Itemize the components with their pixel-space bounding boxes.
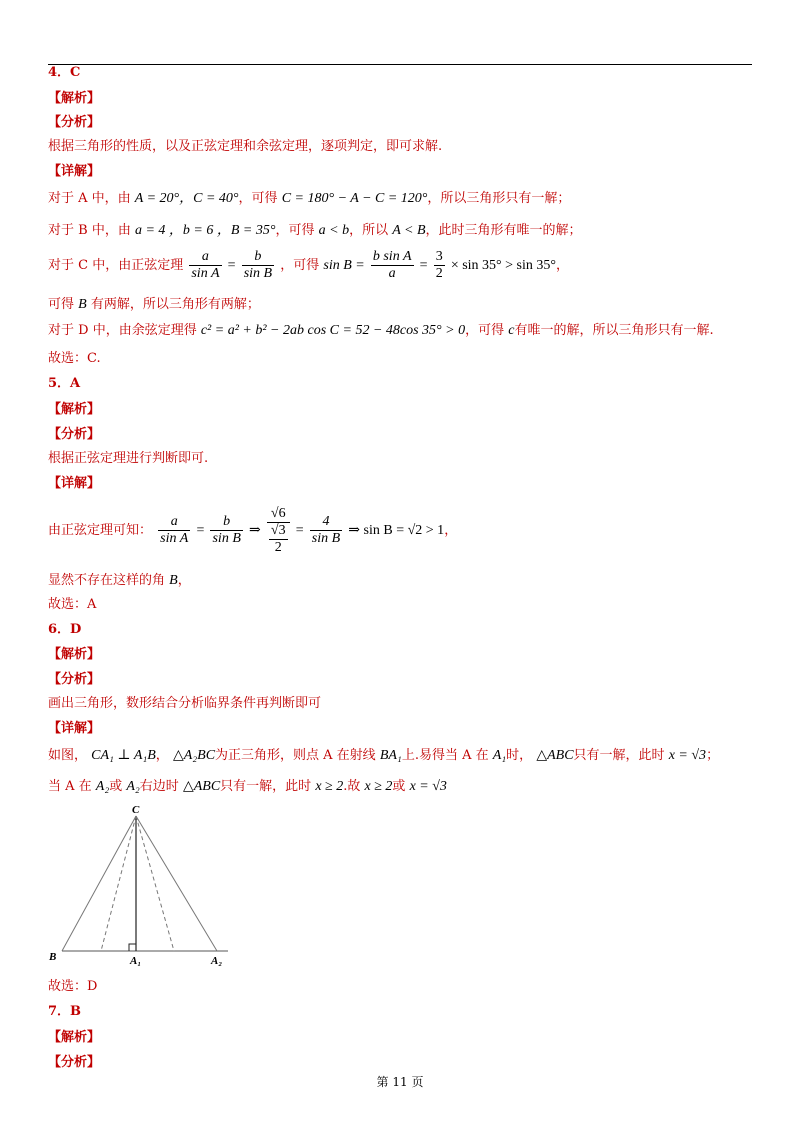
math: A = 20°，C = 40° bbox=[134, 191, 239, 206]
q6-analysis: 画出三角形，数形结合分析临界条件再判断即可 bbox=[48, 696, 322, 711]
fraction bbox=[434, 249, 445, 282]
math: sin B = bbox=[323, 258, 365, 273]
numerator: b sin A bbox=[372, 249, 412, 264]
math: c bbox=[508, 323, 515, 338]
math: A₁ bbox=[492, 748, 507, 763]
side-cb bbox=[62, 816, 136, 951]
math: C = 180° − A − C = 120° bbox=[281, 191, 428, 206]
q4-analysis: 根据三角形的性质，以及正弦定理和余弦定理，逐项判定，即可求解. bbox=[48, 139, 443, 154]
fraction bbox=[242, 249, 274, 282]
q4-line-b bbox=[48, 222, 582, 240]
math: x = √3 bbox=[409, 779, 447, 794]
text: 可得 bbox=[48, 297, 75, 312]
denominator: sin A bbox=[191, 266, 220, 281]
math: B bbox=[78, 297, 87, 312]
q5-xiangjie: 【详解】 bbox=[48, 476, 101, 491]
text: 对于 D 中，由余弦定理得 bbox=[48, 323, 197, 338]
equals: = bbox=[295, 523, 304, 538]
q4-line-c2 bbox=[48, 296, 260, 314]
fraction bbox=[269, 523, 288, 556]
q6-line-2 bbox=[48, 778, 447, 796]
q7-fenxi: 【分析】 bbox=[48, 1055, 101, 1070]
numerator: √6 bbox=[267, 506, 290, 523]
q4-header: 4．C bbox=[48, 65, 81, 80]
numerator: 4 bbox=[310, 514, 342, 531]
dashed-left bbox=[101, 816, 136, 951]
numerator: a bbox=[189, 249, 221, 266]
equals: = bbox=[196, 523, 205, 538]
q5-jiexi: 【解析】 bbox=[48, 402, 101, 417]
q7-jiexi: 【解析】 bbox=[48, 1030, 101, 1045]
text: .故 bbox=[343, 779, 361, 794]
arrow: ⇒ bbox=[249, 523, 261, 538]
q4-line-d bbox=[48, 322, 714, 340]
label-a2: A₂ bbox=[211, 955, 223, 967]
math: A₂ bbox=[126, 779, 140, 794]
q4-line-a bbox=[48, 190, 570, 208]
text: 对于 C 中，由正弦定理 bbox=[48, 258, 184, 273]
text: 时， bbox=[506, 748, 533, 763]
math: × sin 35° > sin 35° bbox=[450, 258, 556, 273]
fraction bbox=[371, 249, 414, 282]
math: x ≥ 2 bbox=[315, 779, 344, 794]
fraction bbox=[158, 514, 190, 547]
text: ， bbox=[556, 258, 570, 273]
q5-line-2 bbox=[48, 572, 191, 590]
q4-jiexi: 【解析】 bbox=[48, 91, 101, 106]
text: ，可得 bbox=[275, 223, 315, 238]
math: a = 4 ，b = 6 ，B = 35° bbox=[134, 223, 276, 238]
text: ，可得 bbox=[465, 323, 505, 338]
q5-line-1 bbox=[48, 500, 457, 562]
dashed-right bbox=[136, 816, 174, 951]
denominator: 2 bbox=[274, 539, 282, 555]
math: c² = a² + b² − 2ab cos C = 52 − 48cos 35° > 0 bbox=[200, 323, 466, 338]
text: 右边时 bbox=[139, 779, 179, 794]
fraction bbox=[210, 514, 242, 547]
text: ， bbox=[155, 748, 169, 763]
text: 当 A 在 bbox=[48, 779, 92, 794]
equals: = bbox=[419, 258, 428, 273]
right-angle-mark bbox=[129, 944, 136, 951]
q4-xiangjie: 【详解】 bbox=[48, 164, 101, 179]
text: ，所以 bbox=[349, 223, 389, 238]
math: △ABC bbox=[536, 748, 574, 763]
math: B bbox=[169, 573, 178, 588]
text: ，可得 bbox=[280, 258, 320, 273]
denominator: a bbox=[388, 266, 396, 281]
q6-answer: 故选：D bbox=[48, 979, 98, 994]
numerator: √3 bbox=[270, 522, 286, 538]
text: 上.易得当 A 在 bbox=[401, 748, 489, 763]
q5-answer: 故选：A bbox=[48, 597, 97, 612]
q5-analysis: 根据正弦定理进行判断即可. bbox=[48, 451, 209, 466]
text: 对于 A 中，由 bbox=[48, 191, 131, 206]
q7-header: 7．B bbox=[48, 1004, 82, 1019]
math: CA₁ ⊥ A₁B bbox=[91, 748, 156, 763]
text: ，此时三角形有唯一的解； bbox=[425, 223, 582, 238]
q6-jiexi: 【解析】 bbox=[48, 647, 101, 662]
page-number: 第 11 页 bbox=[376, 1075, 424, 1089]
math: x ≥ 2 bbox=[364, 779, 393, 794]
text: 只有一解，此时 bbox=[220, 779, 312, 794]
math: A₂ bbox=[95, 779, 110, 794]
q4-answer: 故选：C. bbox=[48, 351, 101, 366]
math: ⇒ sin B = √2 > 1 bbox=[348, 523, 445, 538]
triangle-figure bbox=[40, 800, 260, 970]
label-c: C bbox=[132, 804, 140, 816]
q6-fenxi: 【分析】 bbox=[48, 672, 101, 687]
q6-xiangjie: 【详解】 bbox=[48, 721, 101, 736]
equals: = bbox=[227, 258, 236, 273]
denominator: sin B bbox=[212, 531, 241, 546]
math: △A₂BC bbox=[172, 748, 216, 763]
numerator: b bbox=[210, 514, 242, 531]
numerator: b bbox=[242, 249, 274, 266]
text: 显然不存在这样的角 bbox=[48, 573, 166, 588]
text: 对于 B 中，由 bbox=[48, 223, 131, 238]
q5-fenxi: 【分析】 bbox=[48, 427, 101, 442]
numerator: 3 bbox=[435, 249, 443, 264]
fraction bbox=[189, 249, 221, 282]
text: 或 bbox=[392, 779, 406, 794]
side-ca2 bbox=[136, 816, 217, 951]
header-rule bbox=[48, 64, 752, 65]
denominator: sin B bbox=[311, 531, 341, 546]
text: 如图， bbox=[48, 748, 88, 763]
text: ； bbox=[706, 748, 720, 763]
math: BA₁ bbox=[379, 748, 402, 763]
text: 或 bbox=[109, 779, 123, 794]
fraction bbox=[310, 514, 342, 547]
q4-line-c bbox=[48, 248, 569, 284]
math: x = √3 bbox=[668, 748, 707, 763]
text: ，可得 bbox=[238, 191, 278, 206]
text: 只有一解，此时 bbox=[573, 748, 665, 763]
compound-fraction bbox=[267, 506, 290, 556]
text: 有两解，所以三角形有两解； bbox=[90, 297, 260, 312]
denominator: sin A bbox=[160, 531, 189, 546]
math: A < B bbox=[392, 223, 426, 238]
text: ，所以三角形只有一解； bbox=[427, 191, 571, 206]
q5-header: 5．A bbox=[48, 376, 81, 391]
text: 为正三角形，则点 A 在射线 bbox=[215, 748, 376, 763]
text: ， bbox=[177, 573, 191, 588]
q6-line-1 bbox=[48, 747, 719, 765]
q4-fenxi: 【分析】 bbox=[48, 115, 101, 130]
q6-header: 6．D bbox=[48, 622, 82, 637]
math: a < b bbox=[318, 223, 350, 238]
label-b: B bbox=[49, 951, 57, 963]
text: 有唯一的解，所以三角形只有一解. bbox=[514, 323, 714, 338]
denominator: sin B bbox=[243, 266, 273, 281]
numerator: a bbox=[158, 514, 190, 531]
denominator bbox=[267, 523, 290, 556]
text: ， bbox=[444, 523, 458, 538]
denominator: 2 bbox=[435, 266, 443, 281]
math: △ABC bbox=[182, 779, 221, 794]
label-a1: A₁ bbox=[130, 955, 142, 967]
text: 由正弦定理可知： bbox=[48, 523, 153, 538]
